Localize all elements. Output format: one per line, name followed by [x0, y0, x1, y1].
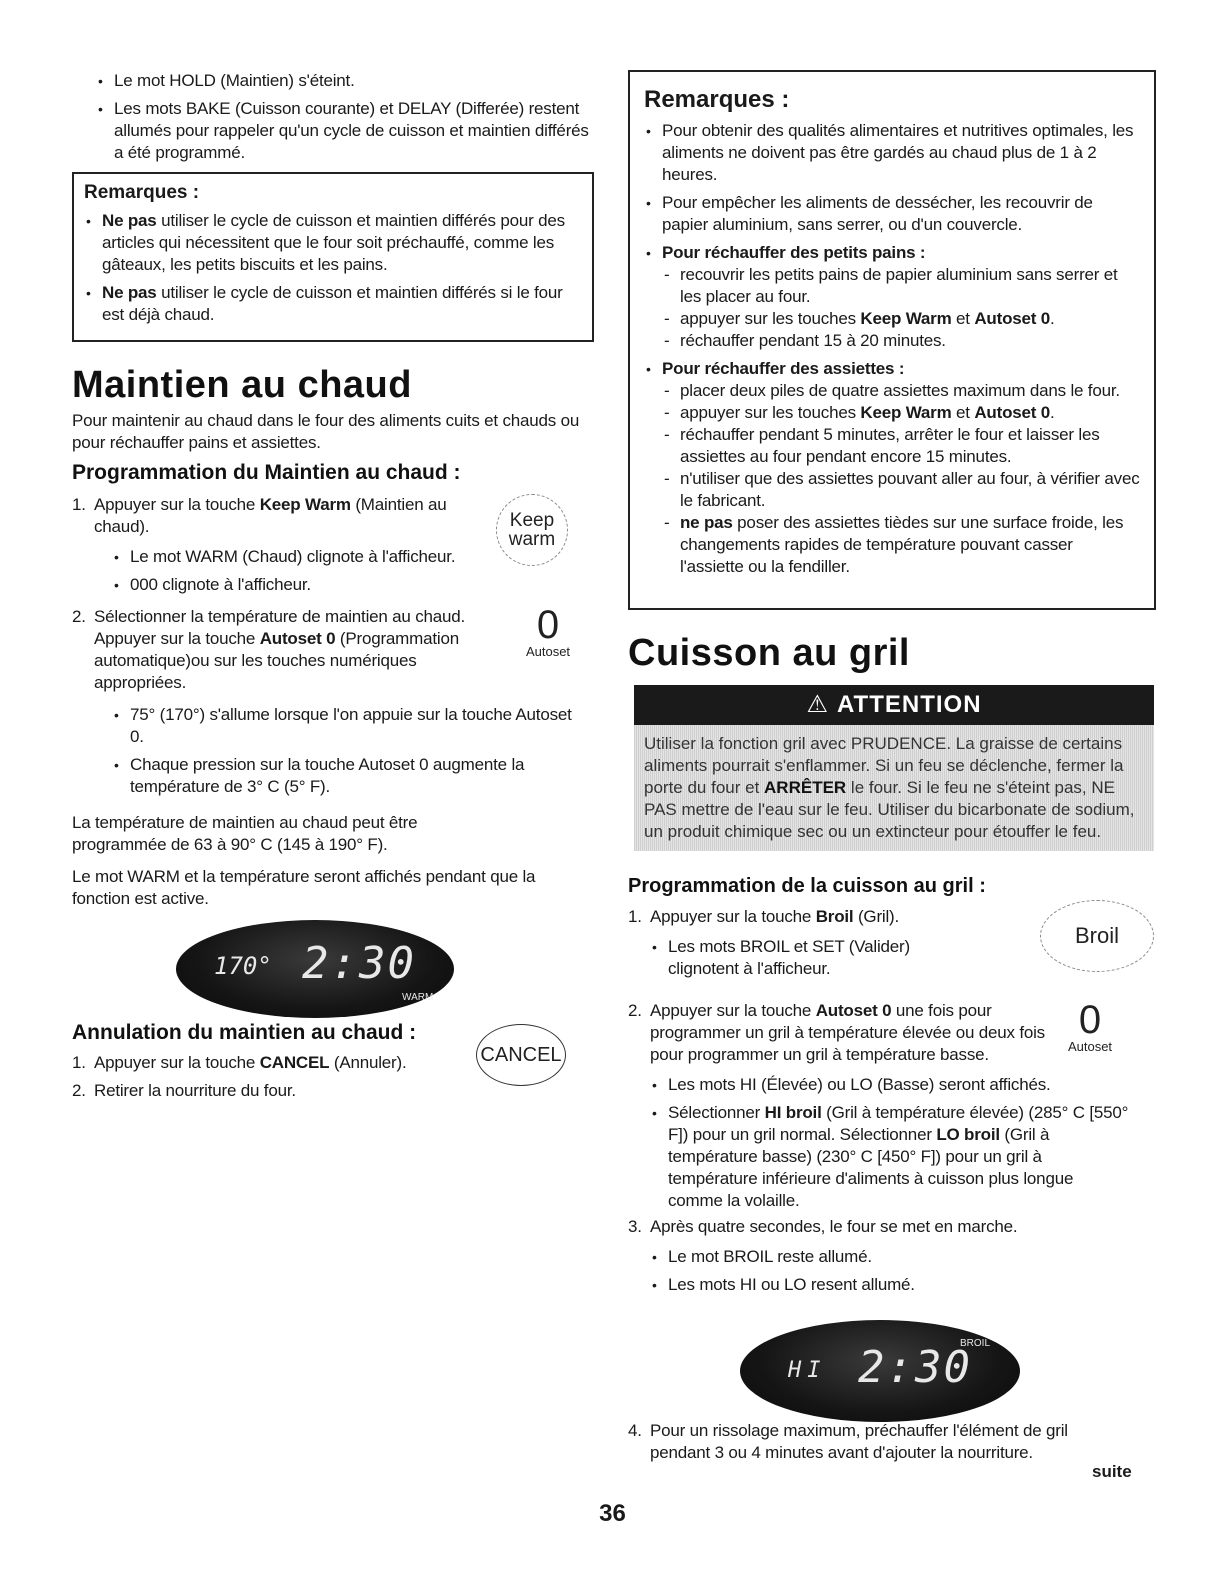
remarks-list — [644, 120, 1140, 578]
continued-label: suite — [1092, 1462, 1132, 1481]
broil-programming-title: Programmation de la cuisson au gril : — [628, 875, 986, 897]
step-1: 1. Appuyer sur la touche Keep Warm (Maintien au chaud). — [72, 495, 447, 536]
section-title-keep-warm: Maintien au chaud — [72, 364, 412, 406]
keep-warm-key-icon: Keep warm — [496, 494, 568, 566]
step-2: 2. Sélectionner la température de maintien au chaud. Appuyer sur la touche Autoset 0 (Programmation automatique)ou sur les touches numériques appropriées. — [72, 607, 466, 692]
list-item: • Chaque pression sur la touche Autoset 0 augmente la température de 3° C (5° F). — [112, 754, 572, 798]
step-2: 2. Retirer la nourriture du four. — [72, 1081, 296, 1100]
oven-display-warm — [176, 920, 454, 1018]
display-temp: 170° — [214, 952, 272, 980]
oven-display-broil — [740, 1320, 1020, 1422]
list-item: • Le mot BROIL reste allumé. — [650, 1246, 1130, 1268]
top-bullets — [96, 70, 596, 164]
list-item: • 000 clignote à l'afficheur. — [112, 574, 572, 596]
list-item: • Le mot HOLD (Maintien) s'éteint. — [96, 70, 596, 92]
broil-step2-bullets — [650, 1074, 1130, 1212]
list-item: • Les mots HI (Élevée) ou LO (Basse) seront affichés. — [650, 1074, 1130, 1096]
active-text: Le mot WARM et la température seront affichés pendant que la fonction est active. — [72, 867, 536, 908]
cancel-title: Annulation du maintien au chaud : — [72, 1021, 417, 1044]
broil-step2 — [628, 1000, 1048, 1066]
list-item: • Sélectionner HI broil (Gril à température élevée) (285° C [550° F]) pour un gril normal. Sélectionner LO broil (Gril à température basse) (230° C [450° F]) pour un gril à température inférieure d'aliments à cuisson plus longue comme la volaille. — [650, 1102, 1130, 1212]
broil-step3-bullets — [650, 1246, 1130, 1296]
attention-text: Utiliser la fonction gril avec PRUDENCE. La graisse de certains aliments pourrait s'enflammer. Si un feu se déclenche, fermer la porte du four et ARRÊTER le four. Si le feu ne s'éteint pas, NE PAS mettre de l'eau sur le feu. Utiliser du bicarbonate de sodium, un produit chimique sec ou un extincteur pour étouffer le feu. — [634, 725, 1154, 851]
keep-warm-steps — [72, 494, 492, 538]
autoset-key-icon: 0 Autoset — [525, 603, 571, 659]
intro-text: Pour maintenir au chaud dans le four des aliments cuits et chauds ou pour réchauffer pains et assiettes. — [72, 411, 580, 452]
step-4: 4. Pour un rissolage maximum, préchauffer l'élément de gril pendant 3 ou 4 minutes avant d'ajouter la nourriture. — [628, 1421, 1068, 1462]
list-item: • Les mots BROIL et SET (Valider) clignotent à l'afficheur. — [650, 936, 910, 980]
list-item: • Les mots BAKE (Cuisson courante) et DELAY (Differée) restent allumés pour rappeler qu'un cycle de cuisson et maintien différés a été programmé. — [96, 98, 596, 164]
page-number: 36 — [599, 1500, 626, 1527]
list-item: • Les mots HI ou LO resent allumé. — [650, 1274, 1130, 1296]
display-tag: WARM — [402, 992, 434, 1003]
cancel-steps — [72, 1052, 452, 1102]
broil-key-icon: Broil — [1040, 900, 1154, 972]
list-item: • Pour empêcher les aliments de dessécher, les recouvrir de papier aluminium, sans serrer, ou d'un couvercle. — [644, 192, 1140, 236]
attention-header: ⚠ ATTENTION — [634, 685, 1154, 725]
list-item: • Pour réchauffer des petits pains : - recouvrir les petits pains de papier aluminium sans serrer et les placer au four. - appuyer sur les touches Keep Warm et Autoset 0. - réchauffer pendant 15 à 20 minutes. — [644, 242, 1140, 352]
keep-warm-step2 — [72, 606, 492, 694]
step-2: 2. Appuyer sur la touche Autoset 0 une fois pour programmer un gril à température élevée ou deux fois pour programmer un gril à température basse. — [628, 1001, 1045, 1064]
warning-icon: ⚠ — [806, 691, 829, 718]
range-text: La température de maintien au chaud peut être programmée de 63 à 90° C (145 à 190° F). — [72, 813, 418, 854]
list-item: • Le mot WARM (Chaud) clignote à l'afficheur. — [112, 546, 572, 568]
list-item: • Pour obtenir des qualités alimentaires et nutritives optimales, les aliments ne doivent pas être gardés au chaud plus de 1 à 2 heures. — [644, 120, 1140, 186]
list-item: • 75° (170°) s'allume lorsque l'on appuie sur la touche Autoset 0. — [112, 704, 572, 748]
list-item: • Pour réchauffer des assiettes : - placer deux piles de quatre assiettes maximum dans le four. - appuyer sur les touches Keep Warm et Autoset 0. - réchauffer pendant 5 minutes, arrêter le four et laisser les assiettes au four pendant encore 15 minutes. - n'utiliser que des assiettes pouvant aller au four, à vérifier avec le fabricant. - ne pas poser des assiettes tièdes sur une surface froide, les changements rapides de température pouvant casser l'assiette ou la fendiller. — [644, 358, 1140, 578]
step-1: 1. Appuyer sur la touche CANCEL (Annuler). — [72, 1053, 407, 1072]
broil-step4 — [628, 1420, 1108, 1464]
remarks-list — [84, 210, 582, 326]
remarks-box-right — [628, 70, 1156, 610]
broil-step1-bullets — [650, 936, 910, 980]
broil-step1 — [628, 906, 1028, 928]
cancel-key-icon: CANCEL — [476, 1024, 566, 1086]
box-title: Remarques : — [84, 182, 200, 203]
display-time: 2:30 — [858, 1342, 972, 1393]
box-title: Remarques : — [644, 86, 790, 113]
step1-bullets — [112, 546, 572, 596]
step-3: 3. Après quatre secondes, le four se met en marche. — [628, 1217, 1018, 1236]
display-tag: BROIL — [960, 1338, 991, 1349]
remarks-box-left — [72, 172, 594, 342]
display-time: 2:30 — [302, 938, 416, 989]
list-item: • Ne pas utiliser le cycle de cuisson et maintien différés pour des articles qui nécessitent que le four soit préchauffé, comme les gâteaux, les petits biscuits et les pains. — [84, 210, 582, 276]
step-1: 1. Appuyer sur la touche Broil (Gril). — [628, 907, 900, 926]
section-title-broil: Cuisson au gril — [628, 632, 910, 674]
broil-step3 — [628, 1216, 1128, 1238]
autoset-key-icon: 0 Autoset — [1067, 998, 1113, 1054]
display-temp: HI — [788, 1358, 827, 1383]
list-item: • Ne pas utiliser le cycle de cuisson et maintien différés si le four est déjà chaud. — [84, 282, 582, 326]
attention-panel — [634, 685, 1154, 851]
step2-bullets — [112, 704, 572, 798]
programming-title: Programmation du Maintien au chaud : — [72, 461, 461, 484]
